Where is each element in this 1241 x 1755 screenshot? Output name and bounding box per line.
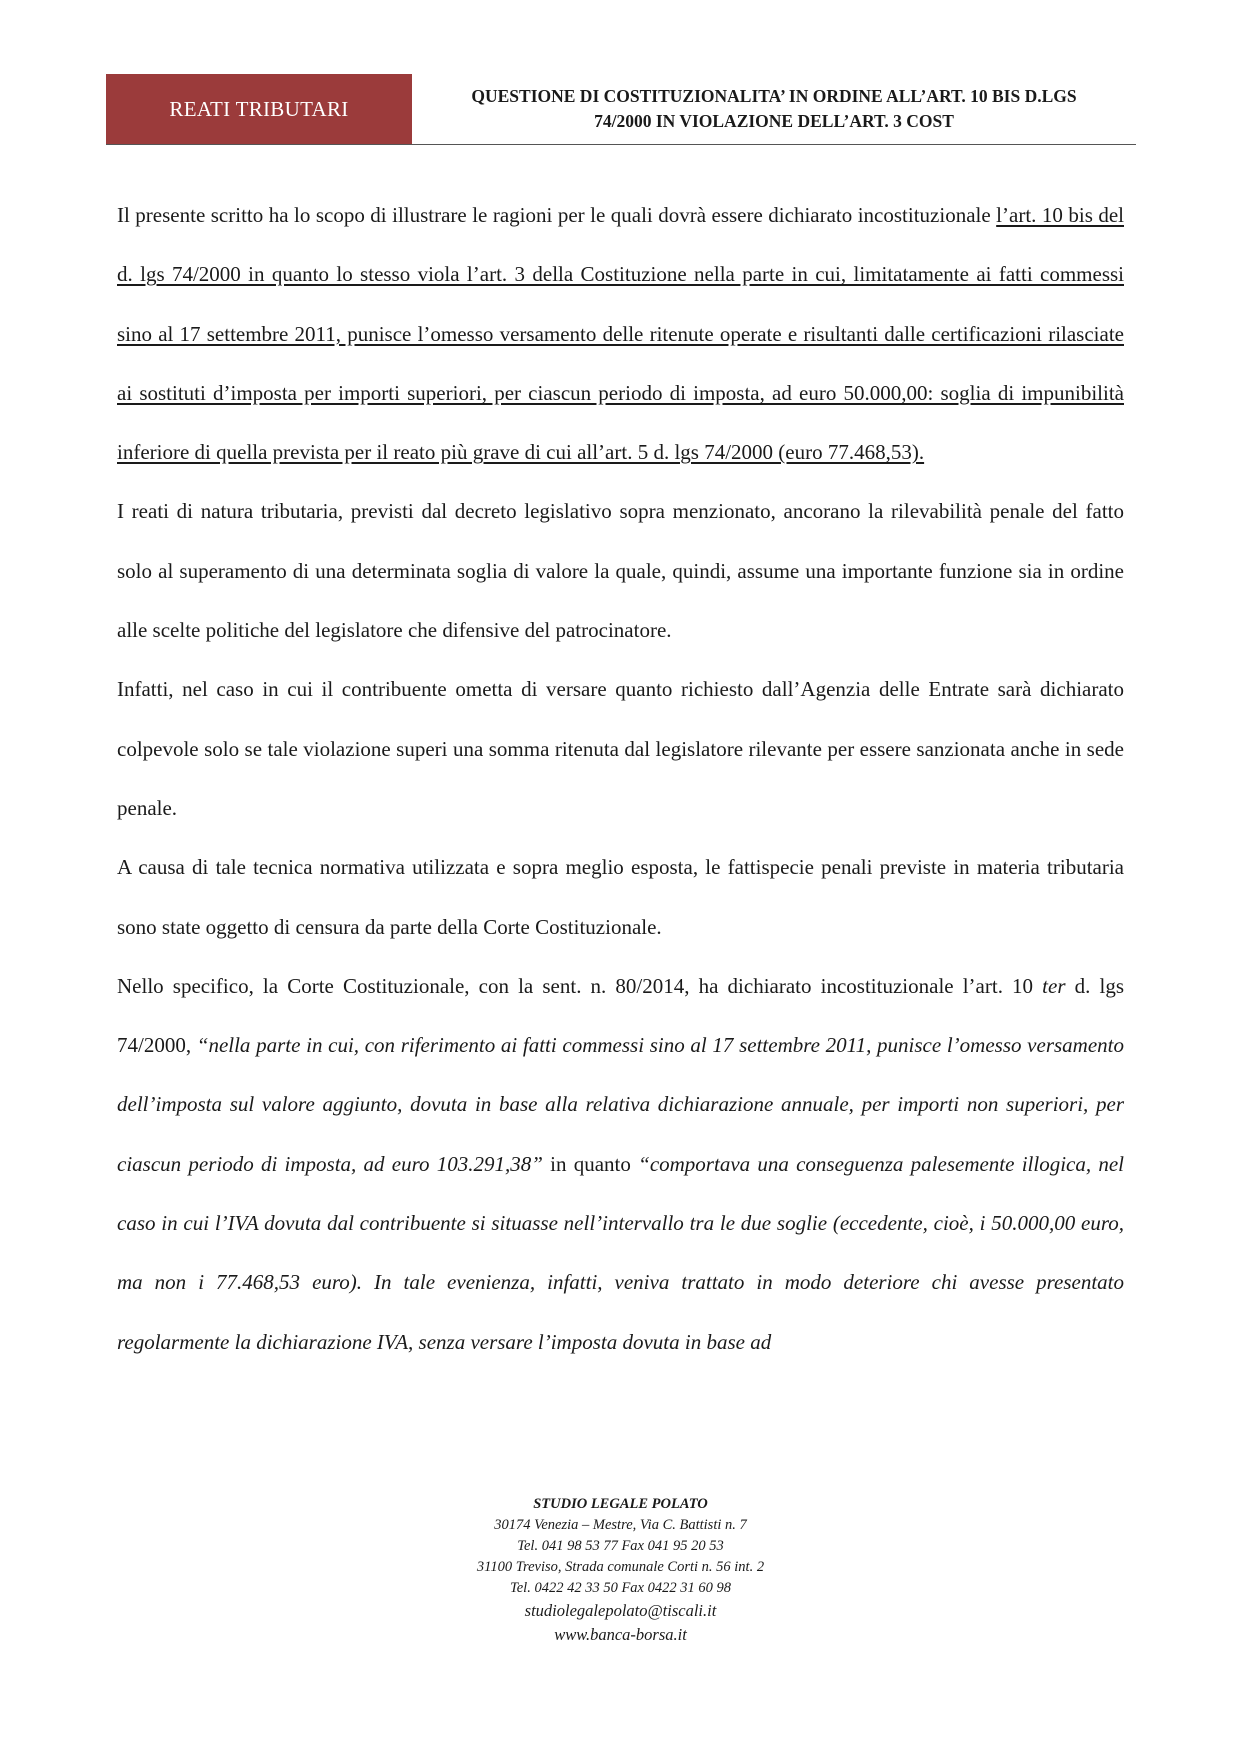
- intro-text: Il presente scritto ha lo scopo di illustrare le ragioni per le quali dovrà essere dichiarato incostituzionale: [117, 203, 997, 227]
- website: www.banca-borsa.it: [554, 1625, 687, 1644]
- paragraph-intro: [117, 186, 1124, 482]
- document-body: [117, 186, 1124, 1372]
- paragraph-2: I reati di natura tributaria, previsti dal decreto legislativo sopra menzionato, ancorano la rilevabilità penale del fatto solo al superamento di una determinata soglia di valore la quale, quindi, assume una importante funzione sia in ordine alle scelte politiche del legislatore che difensive del patrocinatore.: [117, 499, 1124, 643]
- section-label-text: REATI TRIBUTARI: [169, 96, 349, 121]
- page-header: [106, 74, 1136, 145]
- address-treviso: 31100 Treviso, Strada comunale Corti n. 56 int. 2: [476, 1559, 765, 1575]
- p5-text-c: d. lgs 74/2000,: [117, 973, 1124, 1058]
- document-title: [412, 74, 1136, 144]
- p5-text-e: in quanto: [542, 1151, 639, 1176]
- address-venezia: 30174 Venezia – Mestre, Via C. Battisti n. 7: [494, 1517, 747, 1533]
- p5-ter: ter: [1042, 973, 1066, 998]
- section-label: [106, 74, 412, 144]
- paragraph-5: [117, 957, 1124, 1372]
- paragraph-4: A causa di tale tecnica normativa utilizzata e sopra meglio esposta, le fattispecie penali previste in materia tributaria sono state oggetto di censura da parte della Corte Costituzionale.: [117, 855, 1124, 939]
- intro-underlined-text: l’art. 10 bis del d. lgs 74/2000 in quanto lo stesso viola l’art. 3 della Costituzione nella parte in cui, limitatamente ai fatti commessi sino al 17 settembre 2011, punisce l’omesso versamento delle ritenute operate e risultanti dalle certificazioni rilasciate ai sostituti d’imposta per importi superiori, per ciascun periodo di imposta, ad euro 50.000,00: soglia di impunibilità inferiore di quella prevista per il reato più grave di cui all’art. 5 d. lgs 74/2000 (euro 77.468,53).: [117, 203, 1124, 465]
- firm-name: STUDIO LEGALE POLATO: [533, 1496, 708, 1512]
- paragraph-3: Infatti, nel caso in cui il contribuente ometta di versare quanto richiesto dall’Agenzia delle Entrate sarà dichiarato colpevole solo se tale violazione superi una somma ritenuta dal legislatore rilevante per essere sanzionata anche in sede penale.: [117, 677, 1124, 820]
- title-line-1: QUESTIONE DI COSTITUZIONALITA’ IN ORDINE ALL’ART. 10 BIS D.LGS: [471, 86, 1077, 106]
- phone-venezia: Tel. 041 98 53 77 Fax 041 95 20 53: [517, 1538, 724, 1554]
- p5-text-a: Nello specifico, la Corte Costituzionale, con la sent. n. 80/2014, ha dichiarato incostituzionale l’art. 10: [117, 973, 1043, 998]
- email-address: studiolegalepolato@tiscali.it: [524, 1601, 717, 1620]
- title-line-2: 74/2000 IN VIOLAZIONE DELL’ART. 3 COST: [594, 111, 954, 131]
- p5-quote-1: “nella parte in cui, con riferimento ai fatti commessi sino al 17 settembre 2011, punisce l’omesso versamento dell’imposta sul valore aggiunto, dovuta in base alla relativa dichiarazione annuale, per importi non superiori, per ciascun periodo di imposta, ad euro 103.291,38”: [117, 1033, 1124, 1176]
- page-footer: [0, 1494, 1241, 1647]
- phone-treviso: Tel. 0422 42 33 50 Fax 0422 31 60 98: [510, 1580, 731, 1596]
- p5-quote-2: “comportava una conseguenza palesemente illogica, nel caso in cui l’IVA dovuta dal contribuente si situasse nell’intervallo tra le due soglie (eccedente, cioè, i 50.000,00 euro, ma non i 77.468,53 euro). In tale evenienza, infatti, veniva trattato in modo deteriore chi avesse presentato regolarmente la dichiarazione IVA, senza versare l’imposta dovuta in base ad: [117, 1151, 1125, 1354]
